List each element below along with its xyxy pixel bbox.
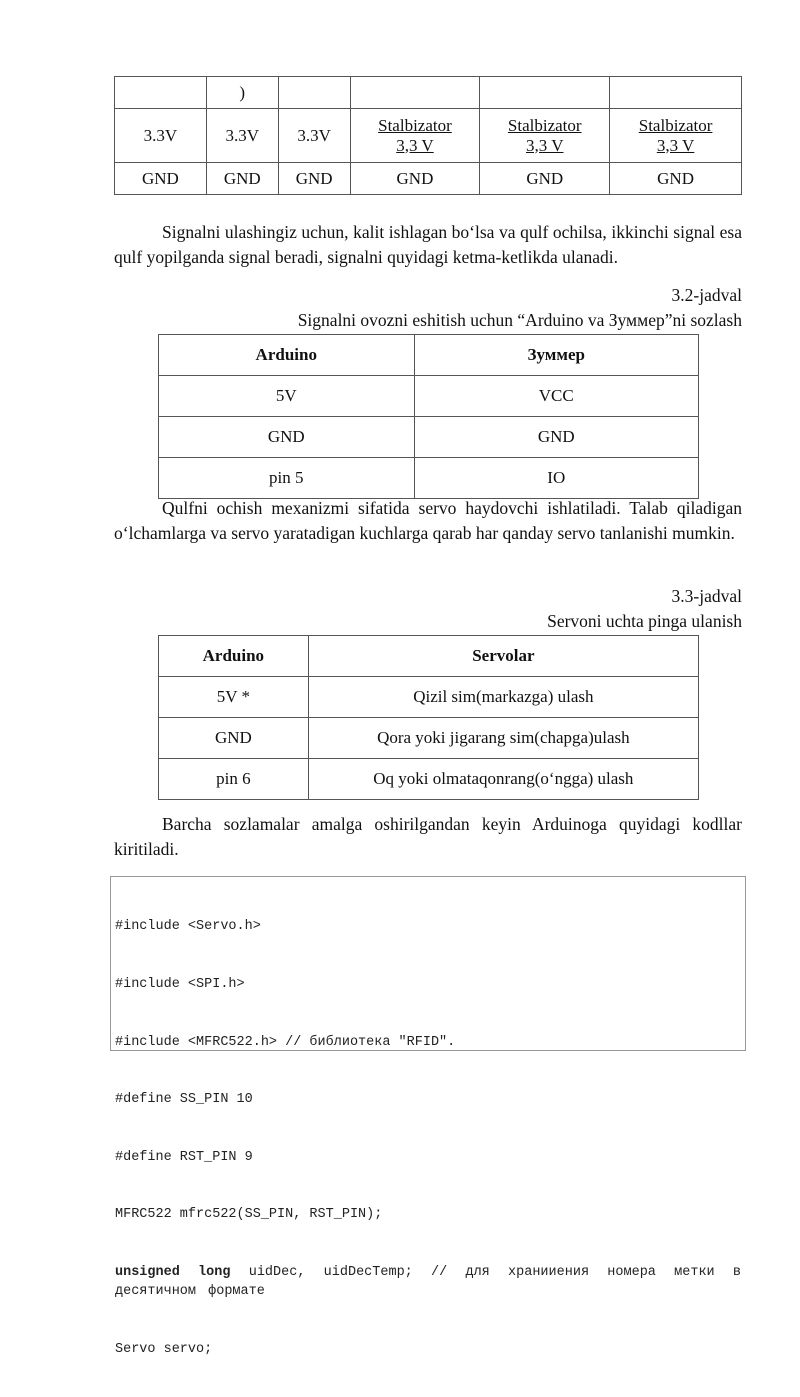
table-cell: ) [206, 77, 278, 109]
pinout-table [114, 76, 742, 195]
table-cell [350, 77, 480, 109]
paragraph: Barcha sozlamalar amalga oshirilgandan keyin Arduinoga quyidagi kodllar kiritiladi. [114, 814, 742, 859]
table-cell [610, 77, 742, 109]
table-row [115, 77, 742, 109]
table-header-row [159, 636, 699, 677]
code-line: Servo servo; [115, 1341, 213, 1357]
paragraph: Qulfni ochish mexanizmi sifatida servo haydovchi ishlatiladi. Talab qiladigan o‘lchamlarga va servo yaratadigan kuchlarga qarab har qanday servo tanlanishi mumkin. [114, 498, 742, 543]
column-header: Servolar [308, 636, 698, 677]
table-cell: 5V [159, 376, 415, 417]
table-cell: Qora yoki jigarang sim(chapga)ulash [308, 718, 698, 759]
table-cell: GND [115, 163, 207, 195]
table-cell [480, 77, 610, 109]
table-row [159, 677, 699, 718]
table-cell: IO [414, 458, 698, 499]
table-cell: pin 5 [159, 458, 415, 499]
column-header: Зуммер [414, 335, 698, 376]
table-row [159, 376, 699, 417]
table-caption: Servoni uchta pinga ulanish [547, 611, 742, 631]
table-row [115, 109, 742, 163]
table-cell: VCC [414, 376, 698, 417]
table-cell: GND [414, 417, 698, 458]
table-cell: GND [350, 163, 480, 195]
code-line: unsigned long uidDec, uidDecTemp; // для хранииения номера метки в десятичном формате [115, 1265, 741, 1300]
table-row [159, 718, 699, 759]
table-cell: GND [278, 163, 350, 195]
table-cell: GND [610, 163, 742, 195]
table-cell: Qizil sim(markazga) ulash [308, 677, 698, 718]
code-line: #include <Servo.h> [115, 919, 261, 935]
table-cell: Stalbizator 3,3 V [350, 109, 480, 163]
code-line: MFRC522 mfrc522(SS_PIN, RST_PIN); [115, 1207, 383, 1223]
column-header: Arduino [159, 335, 415, 376]
table-cell: 3.3V [278, 109, 350, 163]
table-label: 3.2-jadval [671, 285, 742, 305]
code-line: #include <SPI.h> [115, 977, 245, 993]
table-label: 3.3-jadval [671, 586, 742, 606]
table-cell: 5V * [159, 677, 309, 718]
table-cell: pin 6 [159, 759, 309, 800]
table-cell [278, 77, 350, 109]
paragraph: Signalni ulashingiz uchun, kalit ishlagan bo‘lsa va qulf ochilsa, ikkinchi signal esa qulf yopilganda signal beradi, signalni quyidagi ketma-ketlikda ulanadi. [114, 222, 742, 267]
table-cell: Oq yoki olmataqonrang(o‘ngga) ulash [308, 759, 698, 800]
table-cell: GND [480, 163, 610, 195]
table-cell: GND [206, 163, 278, 195]
table-row [159, 417, 699, 458]
code-block [110, 876, 746, 1357]
code-line: #define RST_PIN 9 [115, 1149, 253, 1165]
buzzer-table [158, 334, 699, 499]
table-cell: 3.3V [115, 109, 207, 163]
table-cell: Stalbizator 3,3 V [480, 109, 610, 163]
code-line: #define SS_PIN 10 [115, 1092, 253, 1108]
table-caption: Signalni ovozni eshitish uchun “Arduino va Зуммер”ni sozlash [297, 310, 742, 330]
table-header-row [159, 335, 699, 376]
code-line: #include <MFRC522.h> // библиотека "RFID". [115, 1034, 456, 1050]
table-cell: 3.3V [206, 109, 278, 163]
table-row [115, 163, 742, 195]
servo-table [158, 635, 699, 800]
table-row [159, 759, 699, 800]
column-header: Arduino [159, 636, 309, 677]
table-cell: GND [159, 417, 415, 458]
table-cell: GND [159, 718, 309, 759]
table-cell: Stalbizator 3,3 V [610, 109, 742, 163]
table-cell [115, 77, 207, 109]
table-row [159, 458, 699, 499]
